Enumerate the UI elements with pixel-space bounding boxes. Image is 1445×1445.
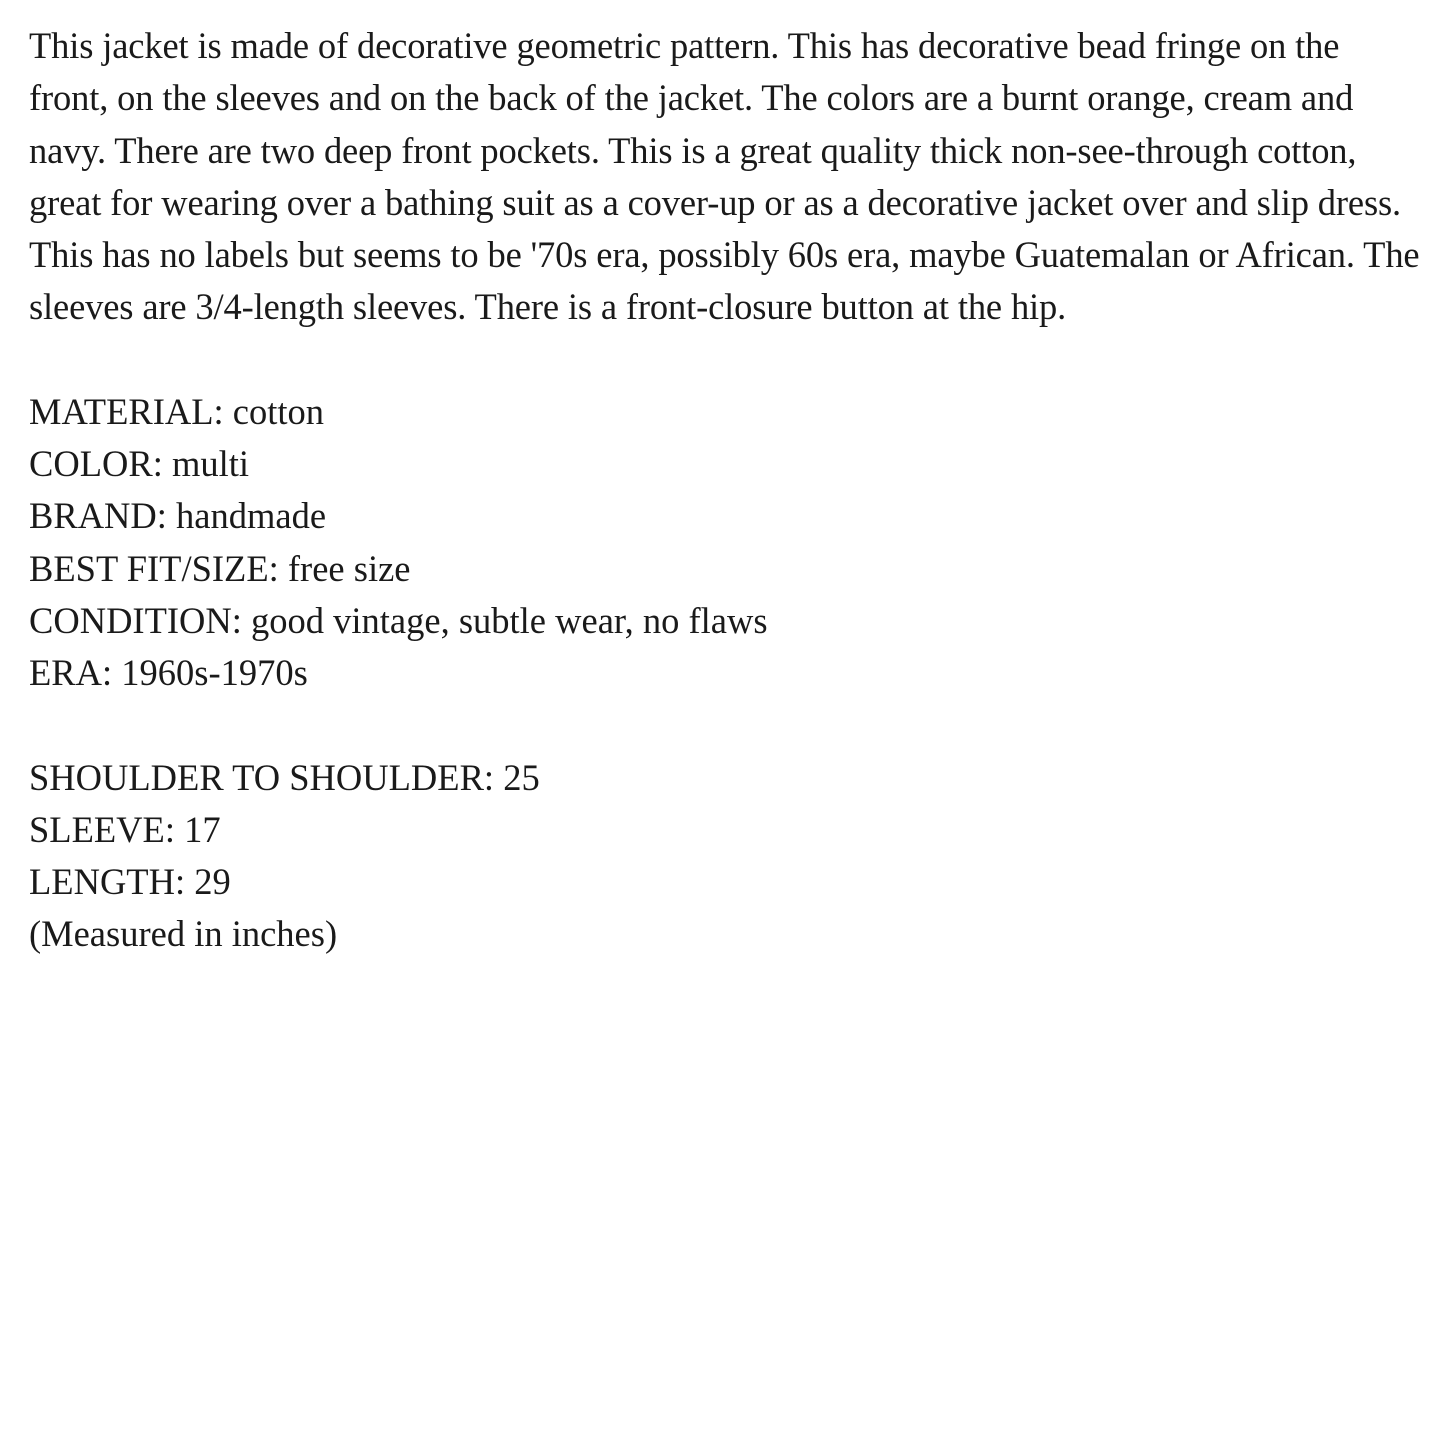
- measurement-length: LENGTH: 29: [29, 861, 231, 903]
- spec-color: COLOR: multi: [29, 443, 250, 485]
- spec-condition: CONDITION: good vintage, subtle wear, no flaws: [29, 599, 768, 641]
- measurement-units-note: (Measured in inches): [29, 913, 338, 955]
- measurement-shoulder: SHOULDER TO SHOULDER: 25: [29, 756, 540, 798]
- product-specs: [29, 386, 1424, 700]
- measurement-sleeve: SLEEVE: 17: [29, 808, 221, 850]
- spec-material: MATERIAL: cotton: [29, 390, 325, 432]
- spec-brand: BRAND: handmade: [29, 495, 327, 537]
- spec-era: ERA: 1960s-1970s: [29, 652, 308, 694]
- product-measurements: [29, 752, 1424, 961]
- spec-fit-size: BEST FIT/SIZE: free size: [29, 547, 411, 589]
- product-description: This jacket is made of decorative geometric pattern. This has decorative bead fringe on the front, on the sleeves and on the back of the jacket. The colors are a burnt orange, cream and navy. There are two deep front pockets. This is a great quality thick non-see-through cotton, great for wearing over a bathing suit as a cover-up or as a decorative jacket over and slip dress. This has no labels but seems to be '70s era, possibly 60s era, maybe Guatemalan or African. The sleeves are 3/4-length sleeves. There is a front-closure button at the hip.: [29, 25, 1420, 328]
- listing-description-page: [29, 20, 1424, 961]
